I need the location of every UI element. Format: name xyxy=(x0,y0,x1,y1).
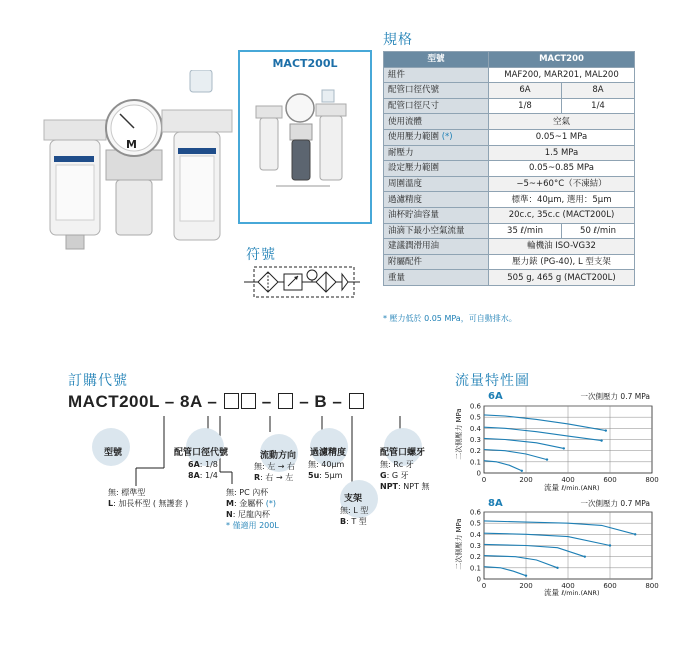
option-code: G xyxy=(380,471,387,480)
table-row xyxy=(384,176,635,192)
option-code: NPT xyxy=(380,482,399,491)
option-text: : G 牙 xyxy=(386,471,409,480)
option-code: N xyxy=(226,510,233,519)
y-tick-label: 0.4 xyxy=(469,424,481,433)
spec-label: 附屬配件 xyxy=(384,254,489,270)
bracket-options xyxy=(340,505,368,527)
flow-chart-title: 流量特性圖 xyxy=(455,373,530,389)
table-row xyxy=(384,270,635,286)
option-text: : 1/8 xyxy=(199,460,218,469)
option-text: : 40µm xyxy=(316,460,345,469)
spec-value: 1/8 xyxy=(489,98,562,114)
y-tick-label: 0.5 xyxy=(469,413,481,422)
x-tick-label: 0 xyxy=(481,476,487,484)
code-prefix: MACT200L xyxy=(68,392,160,411)
series-end-point xyxy=(563,447,565,449)
option-code: 無 xyxy=(308,460,316,469)
table-row xyxy=(384,98,635,114)
filter-options xyxy=(308,459,344,481)
thumbnail-frame xyxy=(238,50,372,224)
x-tick-label: 600 xyxy=(603,582,617,590)
y-tick-label: 0.4 xyxy=(469,530,481,539)
x-unit: ℓ/min.(ANR) xyxy=(561,589,600,597)
y-ticks xyxy=(470,509,482,584)
spec-value: 20c.c, 35c.c (MACT200L) xyxy=(489,207,635,223)
y-tick-label: 0.6 xyxy=(469,508,481,517)
code-b: B xyxy=(314,392,328,411)
table-row xyxy=(384,239,635,255)
option-code: 無 xyxy=(226,488,234,497)
ordering-code xyxy=(68,392,365,412)
code-box xyxy=(224,393,239,409)
y-tick-label: 0 xyxy=(476,575,481,584)
spec-label: 重量 xyxy=(384,270,489,286)
spec-value: 6A xyxy=(489,83,562,99)
y-tick-label: 0 xyxy=(476,469,481,478)
label-port: 配管口徑代號 xyxy=(174,448,229,458)
option xyxy=(308,470,344,481)
spec-label: 建議潤滑用油 xyxy=(384,239,489,255)
option-text: : PC 內杯 xyxy=(234,488,269,497)
option xyxy=(226,487,279,498)
code-dash: – xyxy=(299,392,310,411)
option-code: 6A xyxy=(188,460,200,469)
option xyxy=(108,487,188,498)
spec-label: 過濾精度 xyxy=(384,192,489,208)
spec-label-text: 使用壓力範圍 xyxy=(388,132,440,143)
x-unit: ℓ/min.(ANR) xyxy=(561,484,600,492)
option-code: R xyxy=(254,473,261,482)
option-code: 無 xyxy=(254,462,262,471)
option-code: 無 xyxy=(380,460,388,469)
spec-label: 組件 xyxy=(384,67,489,83)
option xyxy=(188,470,218,481)
x-tick-label: 200 xyxy=(519,582,533,590)
chart-ref: 一次側壓力 0.7 MPa xyxy=(580,392,650,401)
spec-value: 1.5 MPa xyxy=(489,145,635,161)
spec-value: 50 ℓ/min xyxy=(562,223,635,239)
option-code: B xyxy=(340,517,347,526)
spec-header-row xyxy=(384,52,635,68)
spec-header-label: 型號 xyxy=(384,52,489,68)
option-text: : T 型 xyxy=(346,517,367,526)
table-row xyxy=(384,192,635,208)
label-filter: 過濾精度 xyxy=(310,448,347,458)
table-row xyxy=(384,83,635,99)
series-end-point xyxy=(525,574,527,576)
x-tick-label: 800 xyxy=(645,582,659,590)
x-tick-label: 200 xyxy=(519,476,533,484)
spec-value: 8A xyxy=(562,83,635,99)
option-text: : 金屬杯 xyxy=(233,499,264,508)
option-text: : 5µm xyxy=(319,471,343,480)
option-code: 無 xyxy=(340,506,348,515)
option-text: : 右 → 左 xyxy=(260,473,294,482)
product-photo xyxy=(40,70,240,260)
series-end-point xyxy=(584,555,586,557)
option-text: : 尼龍內杯 xyxy=(232,510,270,519)
option xyxy=(108,498,188,509)
flow-charts xyxy=(452,388,672,598)
option-code: M xyxy=(226,499,234,508)
option xyxy=(226,509,279,520)
x-label xyxy=(544,482,600,492)
symbol-title: 符號 xyxy=(246,247,276,263)
spec-label: 使用流體 xyxy=(384,114,489,130)
x-tick-label: 800 xyxy=(645,476,659,484)
spec-value: −5~+60°C（不凍結） xyxy=(489,176,635,192)
port-options xyxy=(188,459,218,481)
spec-label: 配管口徑尺寸 xyxy=(384,98,489,114)
chart-name: 8A xyxy=(488,498,503,509)
spec-label: 周圍溫度 xyxy=(384,176,489,192)
spec-header-value: MACT200 xyxy=(489,52,635,68)
x-tick-label: 400 xyxy=(561,582,575,590)
spec-label xyxy=(384,129,489,145)
spec-value: 0.05~1 MPa xyxy=(489,129,635,145)
series-end-point xyxy=(605,429,607,431)
spec-value: MAF200, MAR201, MAL200 xyxy=(489,67,635,83)
pneumatic-symbol xyxy=(244,266,360,298)
spec-star: (*) xyxy=(441,132,453,143)
spec-value: 標準：40µm, 選用：5µm xyxy=(489,192,635,208)
y-tick-label: 0.1 xyxy=(469,458,481,467)
chart-ref: 一次側壓力 0.7 MPa xyxy=(580,499,650,508)
option xyxy=(254,461,295,472)
thumbnail-image xyxy=(242,78,368,218)
spec-title: 規格 xyxy=(383,32,413,48)
option xyxy=(188,459,218,470)
y-tick-label: 0.3 xyxy=(469,436,481,444)
option-text: : 加長杯型 ( 無護套 ) xyxy=(113,499,189,508)
bowl-options xyxy=(226,487,279,531)
option-star: (*) xyxy=(265,499,277,508)
spec-note: * 壓力低於 0.05 MPa，可自動排水。 xyxy=(383,314,517,323)
y-tick-label: 0.1 xyxy=(469,564,481,573)
code-box xyxy=(241,393,256,409)
spec-value: 壓力錶 (PG-40), L 型支架 xyxy=(489,254,635,270)
label-model: 型號 xyxy=(104,448,123,458)
series-end-point xyxy=(546,458,548,460)
x-tick-label: 600 xyxy=(603,476,617,484)
ordering-title: 訂購代號 xyxy=(68,373,128,389)
code-box xyxy=(278,393,293,409)
y-tick-label: 0.6 xyxy=(469,402,481,411)
code-dash: – xyxy=(261,392,272,411)
label-thread: 配管口螺牙 xyxy=(380,448,426,458)
thread-options xyxy=(380,459,430,492)
spec-value: 0.05~0.85 MPa xyxy=(489,161,635,177)
bowl-note: * 僅適用 200L xyxy=(226,521,279,530)
option xyxy=(380,470,430,481)
spec-label: 油滴下最小空氣流量 xyxy=(384,223,489,239)
x-tick-label: 400 xyxy=(561,476,575,484)
table-row xyxy=(384,145,635,161)
series-end-point xyxy=(600,439,602,441)
option-text: : Rc 牙 xyxy=(388,460,414,469)
spec-label: 油杯貯油容量 xyxy=(384,207,489,223)
x-label-text: 流量 xyxy=(544,483,559,492)
series-end-point xyxy=(521,470,523,472)
thumbnail-title: MACT200L xyxy=(272,57,338,70)
table-row xyxy=(384,207,635,223)
model-options xyxy=(108,487,188,509)
spec-value: 505 g, 465 g (MACT200L) xyxy=(489,270,635,286)
series-end-point xyxy=(634,533,636,535)
spec-label: 耐壓力 xyxy=(384,145,489,161)
x-tick-label: 0 xyxy=(481,582,487,590)
code-dash: – xyxy=(332,392,343,411)
option-text: : 左 → 右 xyxy=(262,462,296,471)
option xyxy=(380,459,430,470)
spec-value: 輪機油 ISO-VG32 xyxy=(489,239,635,255)
table-row xyxy=(384,161,635,177)
x-label xyxy=(544,587,600,597)
option-text: : NPT 無 xyxy=(398,482,430,491)
y-tick-label: 0.5 xyxy=(469,519,481,528)
spec-label: 設定壓力範圍 xyxy=(384,161,489,177)
option-text: : L 型 xyxy=(348,506,369,515)
option-code: 8A xyxy=(188,471,200,480)
x-label-text: 流量 xyxy=(544,588,559,597)
table-row xyxy=(384,114,635,130)
y-label: 二次側壓力 MPa xyxy=(455,408,463,460)
y-tick-label: 0.2 xyxy=(469,447,481,456)
spec-table xyxy=(383,51,635,286)
svg-text:M: M xyxy=(126,138,137,151)
option xyxy=(226,498,279,509)
flow-options xyxy=(254,461,295,483)
option xyxy=(340,505,368,516)
option-text: : 1/4 xyxy=(199,471,218,480)
spec-value: 35 ℓ/min xyxy=(489,223,562,239)
option xyxy=(254,472,295,483)
label-flow: 流動方向 xyxy=(260,451,297,461)
option xyxy=(308,459,344,470)
chart-name: 6A xyxy=(488,391,503,402)
code-box xyxy=(349,393,364,409)
y-label: 二次側壓力 MPa xyxy=(455,518,463,570)
spec-value: 1/4 xyxy=(562,98,635,114)
x-ticks xyxy=(482,476,659,484)
y-tick-label: 0.2 xyxy=(469,553,481,562)
option-code: L xyxy=(108,499,114,508)
code-mid: 8A xyxy=(179,392,203,411)
option xyxy=(340,516,368,527)
series-end-point xyxy=(609,544,611,546)
option-code: 5u xyxy=(308,471,320,480)
series-end-point xyxy=(556,567,558,569)
table-row xyxy=(384,223,635,239)
table-row xyxy=(384,129,635,145)
y-tick-label: 0.3 xyxy=(469,542,481,550)
table-row xyxy=(384,254,635,270)
spec-label: 配管口徑代號 xyxy=(384,83,489,99)
option xyxy=(380,481,430,492)
code-dash: – xyxy=(164,392,175,411)
spec-value: 空氣 xyxy=(489,114,635,130)
label-bracket: 支架 xyxy=(344,494,363,504)
option-code: 無 xyxy=(108,488,116,497)
code-dash: – xyxy=(207,392,218,411)
y-ticks xyxy=(470,403,482,478)
option-text: : 標準型 xyxy=(116,488,146,497)
table-row xyxy=(384,67,635,83)
